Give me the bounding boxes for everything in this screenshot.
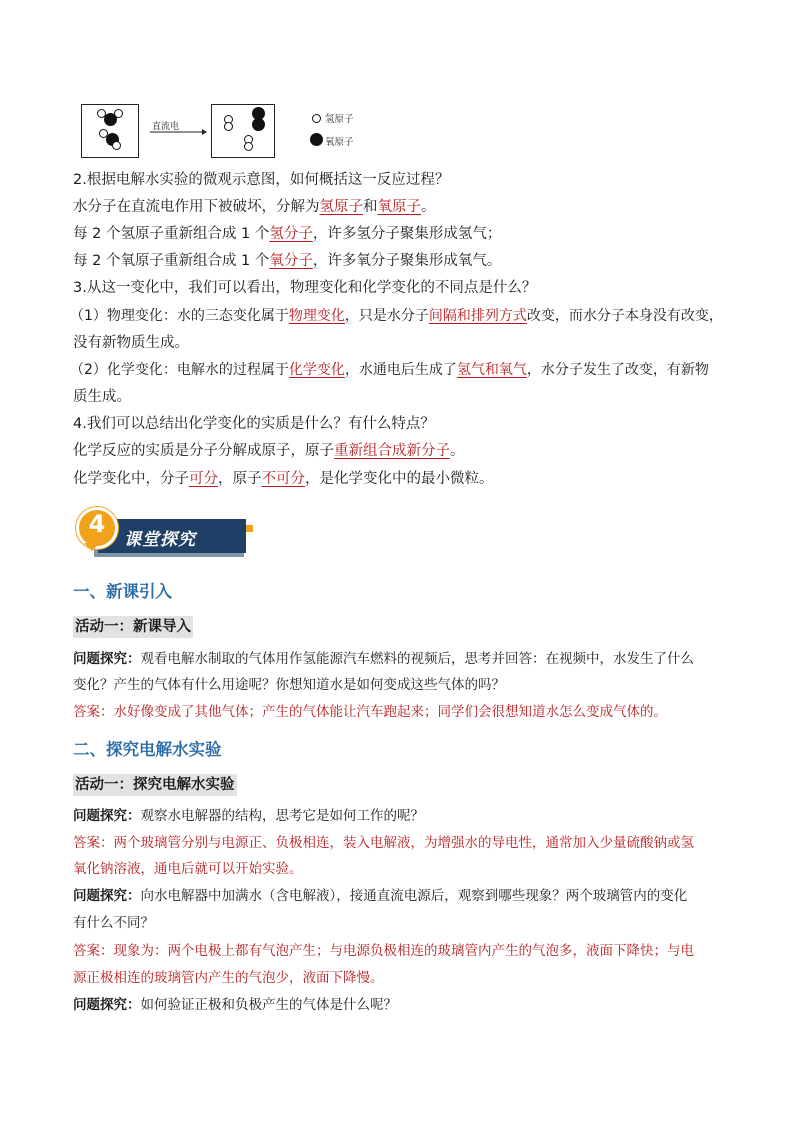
question-line	[73, 995, 397, 1015]
text: 改变，而水分子本身没有改变，	[526, 308, 723, 324]
text: （1）物理变化：水的三态变化属于	[70, 308, 289, 324]
answer-blank: 重新组合成新分子	[334, 443, 450, 459]
answer-blank: 氧原子	[377, 199, 421, 215]
answer-line	[73, 251, 501, 271]
text: 水分子在直流电作用下被破坏，分解为	[73, 199, 320, 215]
answer-line	[73, 441, 465, 461]
answer-line: 答案：两个玻璃管分别与电源正、负极相连，装入电解液，为增强水的导电性，通常加入少量硫酸钠或氢	[73, 835, 694, 851]
section-banner	[76, 505, 256, 559]
question-line: 有什么不同？	[73, 915, 154, 931]
banner-accent-square	[246, 525, 253, 532]
question-line	[73, 649, 694, 669]
answer-blank: 可分	[189, 471, 218, 487]
arrow-right-icon	[148, 128, 208, 136]
split-atoms-box	[211, 104, 275, 158]
water-molecule-box	[81, 104, 139, 158]
question-line	[73, 806, 424, 826]
arrow-label: 直流电	[152, 122, 180, 132]
hydrogen-atom	[99, 129, 108, 138]
legend-hydrogen-label: 氢原子	[325, 114, 354, 125]
hydrogen-atom	[114, 109, 123, 118]
banner-title: 课堂探究	[124, 530, 196, 550]
oxygen-atom	[252, 118, 265, 131]
text: 化学变化中，分子	[73, 471, 189, 487]
text: 向水电解器中加满水（含电解液），接通直流电源后，观察到哪些现象？两个玻璃管内的变化	[140, 888, 688, 904]
text: 。	[450, 443, 465, 459]
question-line	[73, 886, 687, 906]
text: 化学反应的实质是分子分解成原子，原子	[73, 443, 334, 459]
question-label: 问题探究：	[73, 651, 141, 667]
answer-line: 答案：水好像变成了其他气体；产生的气体能让汽车跑起来；同学们会很想知道水怎么变成气体的。	[73, 704, 667, 720]
answer-line: 质生成。	[73, 389, 131, 405]
text: ，水通电后生成了	[344, 362, 457, 378]
text: 和	[363, 199, 378, 215]
answer-line: 没有新物质生成。	[73, 335, 189, 351]
question-3: 3.从这一变化中，我们可以看出，物理变化和化学变化的不同点是什么？	[73, 280, 537, 296]
text: ，许多氧分子聚集形成氧气。	[312, 253, 502, 269]
text: ，原子	[218, 471, 262, 487]
legend-hydrogen-icon	[312, 114, 321, 123]
text: 如何验证正极和负极产生的气体是什么呢？	[140, 997, 397, 1013]
activity-label: 活动一：探究电解水实验	[73, 774, 237, 796]
activity-label: 活动一：新课导入	[73, 616, 193, 638]
hydrogen-atom	[244, 142, 253, 151]
text: 。	[421, 199, 436, 215]
text: （2）化学变化：电解水的过程属于	[70, 362, 289, 378]
answer-line: 源正极相连的玻璃管内产生的气泡少，液面下降慢。	[73, 970, 384, 986]
text: ，只是水分子	[344, 308, 429, 324]
banner-badge-tail	[84, 543, 100, 551]
text: 观察水电解器的结构，思考它是如何工作的呢？	[140, 808, 424, 824]
section-heading: 一、新课引入	[73, 582, 172, 601]
text: 观看电解水制取的气体用作氢能源汽车燃料的视频后，思考并回答：在视频中，水发生了什么	[140, 651, 694, 667]
answer-line: 氧化钠溶液，通电后就可以开始实验。	[73, 861, 303, 877]
text: ，是化学变化中的最小微粒。	[305, 471, 494, 487]
question-label: 问题探究：	[73, 808, 141, 824]
legend-oxygen-icon	[310, 133, 323, 146]
answer-line: 答案：现象为：两个电极上都有气泡产生；与电源负极相连的玻璃管内产生的气泡多，液面下降快；与电	[73, 943, 694, 959]
answer-line	[73, 224, 501, 244]
question-2: 2.根据电解水实验的微观示意图，如何概括这一反应过程？	[73, 172, 450, 188]
text: ，许多氢分子聚集形成氢气；	[312, 226, 502, 242]
hydrogen-atom	[97, 109, 106, 118]
answer-blank: 氢分子	[269, 226, 313, 242]
question-line: 变化？产生的气体有什么用途呢？你想知道水是如何变成这些气体的吗？	[73, 677, 505, 693]
answer-line	[73, 469, 494, 489]
answer-blank: 物理变化	[288, 308, 345, 324]
text: 每 2 个氧原子重新组合成 1 个	[73, 253, 270, 269]
hydrogen-atom	[112, 141, 121, 150]
answer-blank: 氢气和氧气	[456, 362, 527, 378]
text: 每 2 个氢原子重新组合成 1 个	[73, 226, 270, 242]
banner-number: 4	[88, 510, 106, 538]
hydrogen-atom	[224, 122, 233, 131]
answer-blank: 氧分子	[269, 253, 313, 269]
answer-blank: 间隔和排列方式	[428, 308, 527, 324]
answer-blank: 化学变化	[288, 362, 345, 378]
legend-oxygen-label: 氧原子	[325, 137, 354, 148]
answer-line	[70, 360, 709, 380]
answer-line	[70, 306, 723, 326]
text: ，水分子发生了改变，有新物	[526, 362, 709, 378]
question-label: 问题探究：	[73, 997, 141, 1013]
section-heading: 二、探究电解水实验	[73, 740, 222, 759]
answer-blank: 氢原子	[319, 199, 363, 215]
answer-line	[73, 197, 436, 217]
question-4: 4.我们可以总结出化学变化的实质是什么？有什么特点？	[73, 416, 435, 432]
question-label: 问题探究：	[73, 888, 141, 904]
answer-blank: 不可分	[261, 471, 305, 487]
